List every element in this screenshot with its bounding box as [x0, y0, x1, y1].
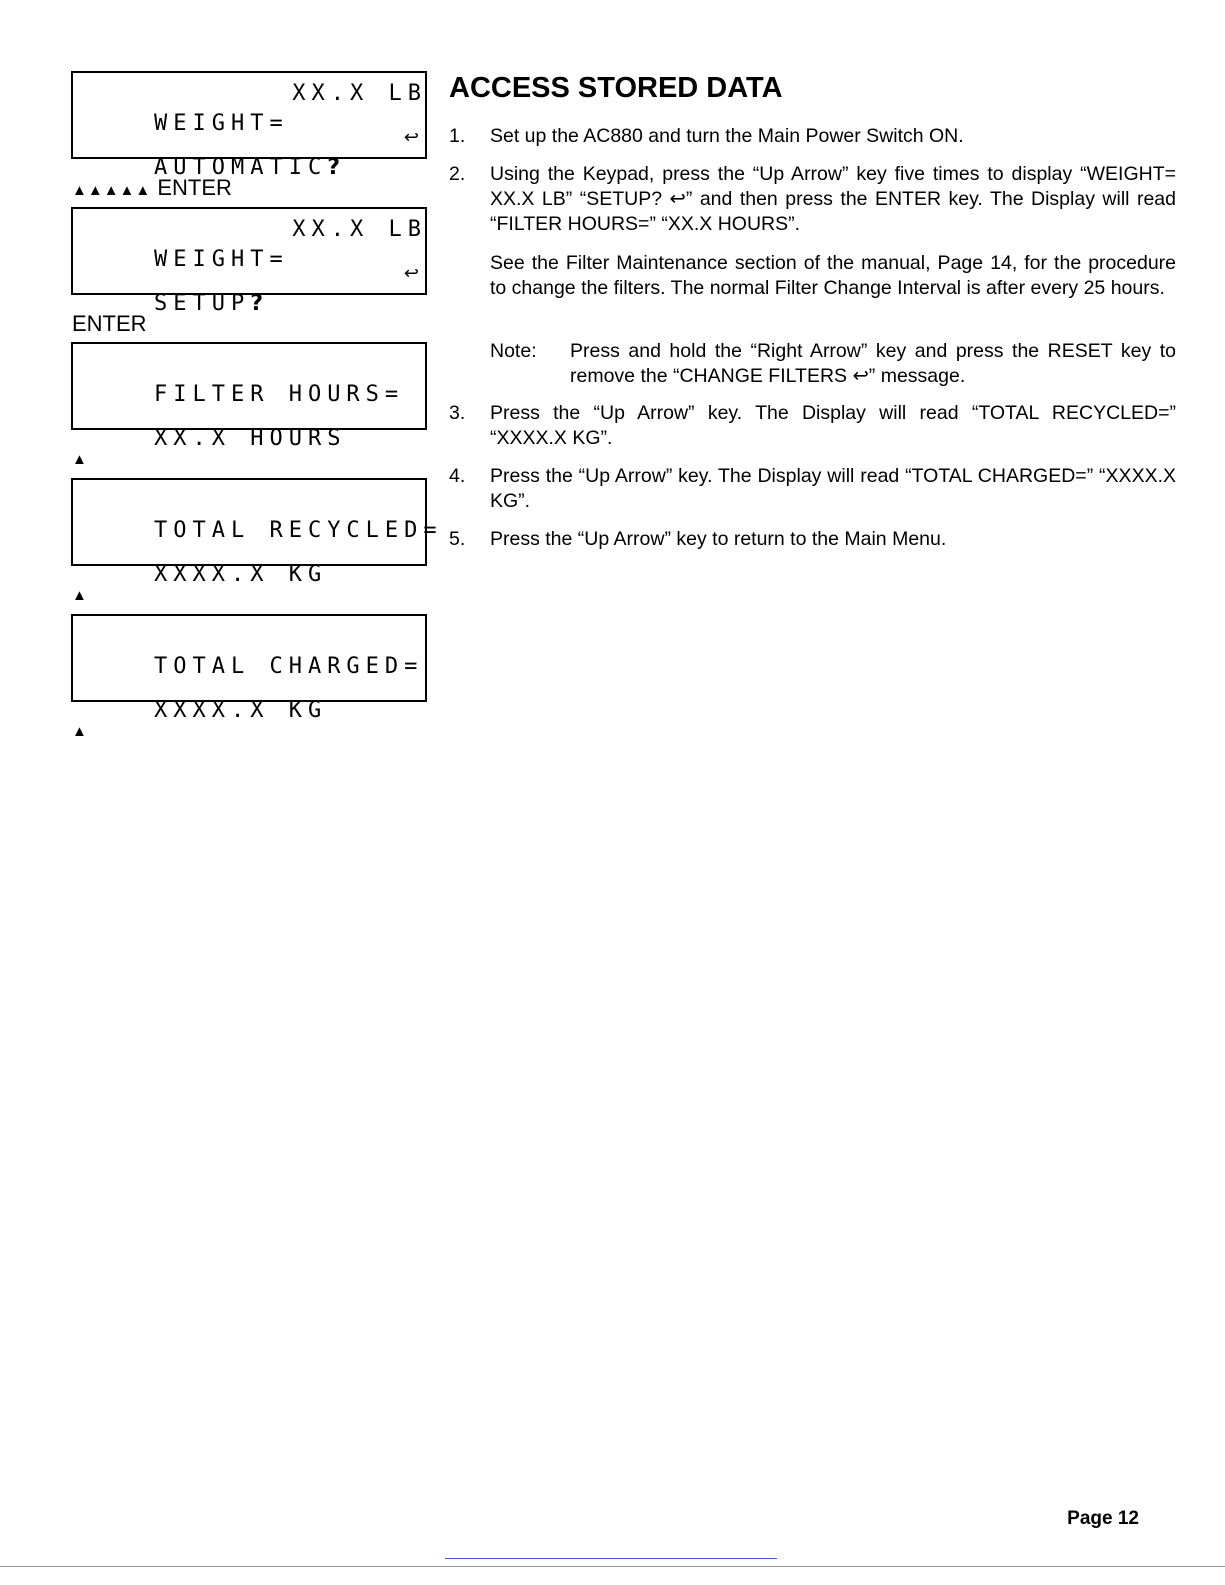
- key-sequence: [72, 444, 88, 473]
- enter-key-label: ENTER: [72, 311, 147, 336]
- key-sequence: [72, 580, 88, 609]
- lcd-line-2: [77, 123, 421, 180]
- lcd-text: AUTOMATIC: [153, 155, 328, 180]
- step-item: [449, 401, 1176, 451]
- step-number: 4.: [449, 465, 466, 487]
- lcd-text: XX.X HOURS: [153, 426, 347, 451]
- up-arrow-icon: ▲: [72, 451, 88, 468]
- lcd-line-1: [77, 486, 443, 543]
- enter-icon: ↩: [403, 263, 419, 284]
- lcd-text: TOTAL CHARGED=: [153, 654, 424, 679]
- note: [490, 339, 1176, 389]
- lcd-line-2: [77, 259, 421, 316]
- key-sequence: [72, 716, 88, 745]
- lcd-line-1: [77, 215, 427, 272]
- up-arrow-icon: ▲: [72, 587, 88, 604]
- step-number: 1.: [449, 125, 466, 147]
- lcd-line-2: [77, 530, 421, 587]
- up-arrow-icon: ▲: [72, 723, 88, 740]
- lcd-display-weight-automatic: [71, 71, 427, 180]
- step-text: Using the Keypad, press the “Up Arrow” key five times to display “WEIGHT= XX.X LB” “SETUP? ↩” and then press the ENTER key. The Display will read “FILTER HOURS=” “XX.X HOURS”.: [490, 163, 1176, 235]
- lcd-line-2: [77, 394, 421, 451]
- step-text: Press the “Up Arrow” key. The Display will read “TOTAL RECYCLED=” “XXXX.X KG”.: [490, 402, 1176, 449]
- lcd-text: XXXX.X KG: [153, 562, 328, 587]
- lcd-line-2: [77, 666, 421, 723]
- step-item: [449, 162, 1176, 237]
- lcd-display-total-recycled: [71, 478, 443, 587]
- step-text: Press the “Up Arrow” key to return to the Main Menu.: [490, 528, 947, 550]
- footer-divider: [445, 1558, 777, 1559]
- lcd-text: SETUP: [153, 291, 251, 316]
- lcd-line-1: [77, 350, 421, 407]
- lcd-text: XX.X LB: [292, 81, 427, 106]
- note-text: Press and hold the “Right Arrow” key and press the RESET key to remove the “CHANGE FILTERS ↩” message.: [570, 340, 1176, 387]
- step-item: [449, 527, 1176, 552]
- lcd-line-1: [77, 79, 427, 136]
- bottom-rule: [0, 1566, 1225, 1567]
- filter-paragraph: See the Filter Maintenance section of the manual, Page 14, for the procedure to change the filters. The normal Filter Change Interval is after every 25 hours.: [490, 252, 1176, 299]
- step-item: [449, 464, 1176, 514]
- lcd-display-filter-hours: [71, 342, 427, 451]
- step-number: 3.: [449, 402, 466, 424]
- lcd-text: TOTAL RECYCLED=: [153, 518, 443, 543]
- lcd-text: WEIGHT=: [153, 111, 289, 136]
- step-item: [449, 124, 1176, 149]
- lcd-text: XX.X LB: [292, 217, 427, 242]
- step-text: Set up the AC880 and turn the Main Power Switch ON.: [490, 125, 964, 147]
- lcd-question-mark: ?: [250, 291, 263, 316]
- lcd-line-1: [77, 622, 424, 679]
- step-number: 2.: [449, 163, 466, 185]
- page-number: Page 12: [1067, 1508, 1139, 1529]
- lcd-text: WEIGHT=: [153, 247, 289, 272]
- step-text: Press the “Up Arrow” key. The Display will read “TOTAL CHARGED=” “XXXX.X KG”.: [490, 465, 1176, 512]
- note-label: Note:: [490, 340, 537, 362]
- lcd-display-total-charged: [71, 614, 427, 723]
- lcd-text: FILTER HOURS=: [153, 382, 405, 407]
- up-arrow-icon: ▲▲▲▲▲: [72, 182, 152, 199]
- section-heading: ACCESS STORED DATA: [449, 72, 783, 104]
- lcd-question-mark: ?: [327, 155, 340, 180]
- key-sequence: [72, 175, 232, 204]
- enter-key-label: ENTER: [157, 175, 232, 200]
- lcd-display-weight-setup: [71, 207, 427, 316]
- enter-icon: ↩: [403, 127, 419, 148]
- key-sequence: [72, 311, 147, 337]
- lcd-text: XXXX.X KG: [153, 698, 328, 723]
- step-number: 5.: [449, 528, 466, 550]
